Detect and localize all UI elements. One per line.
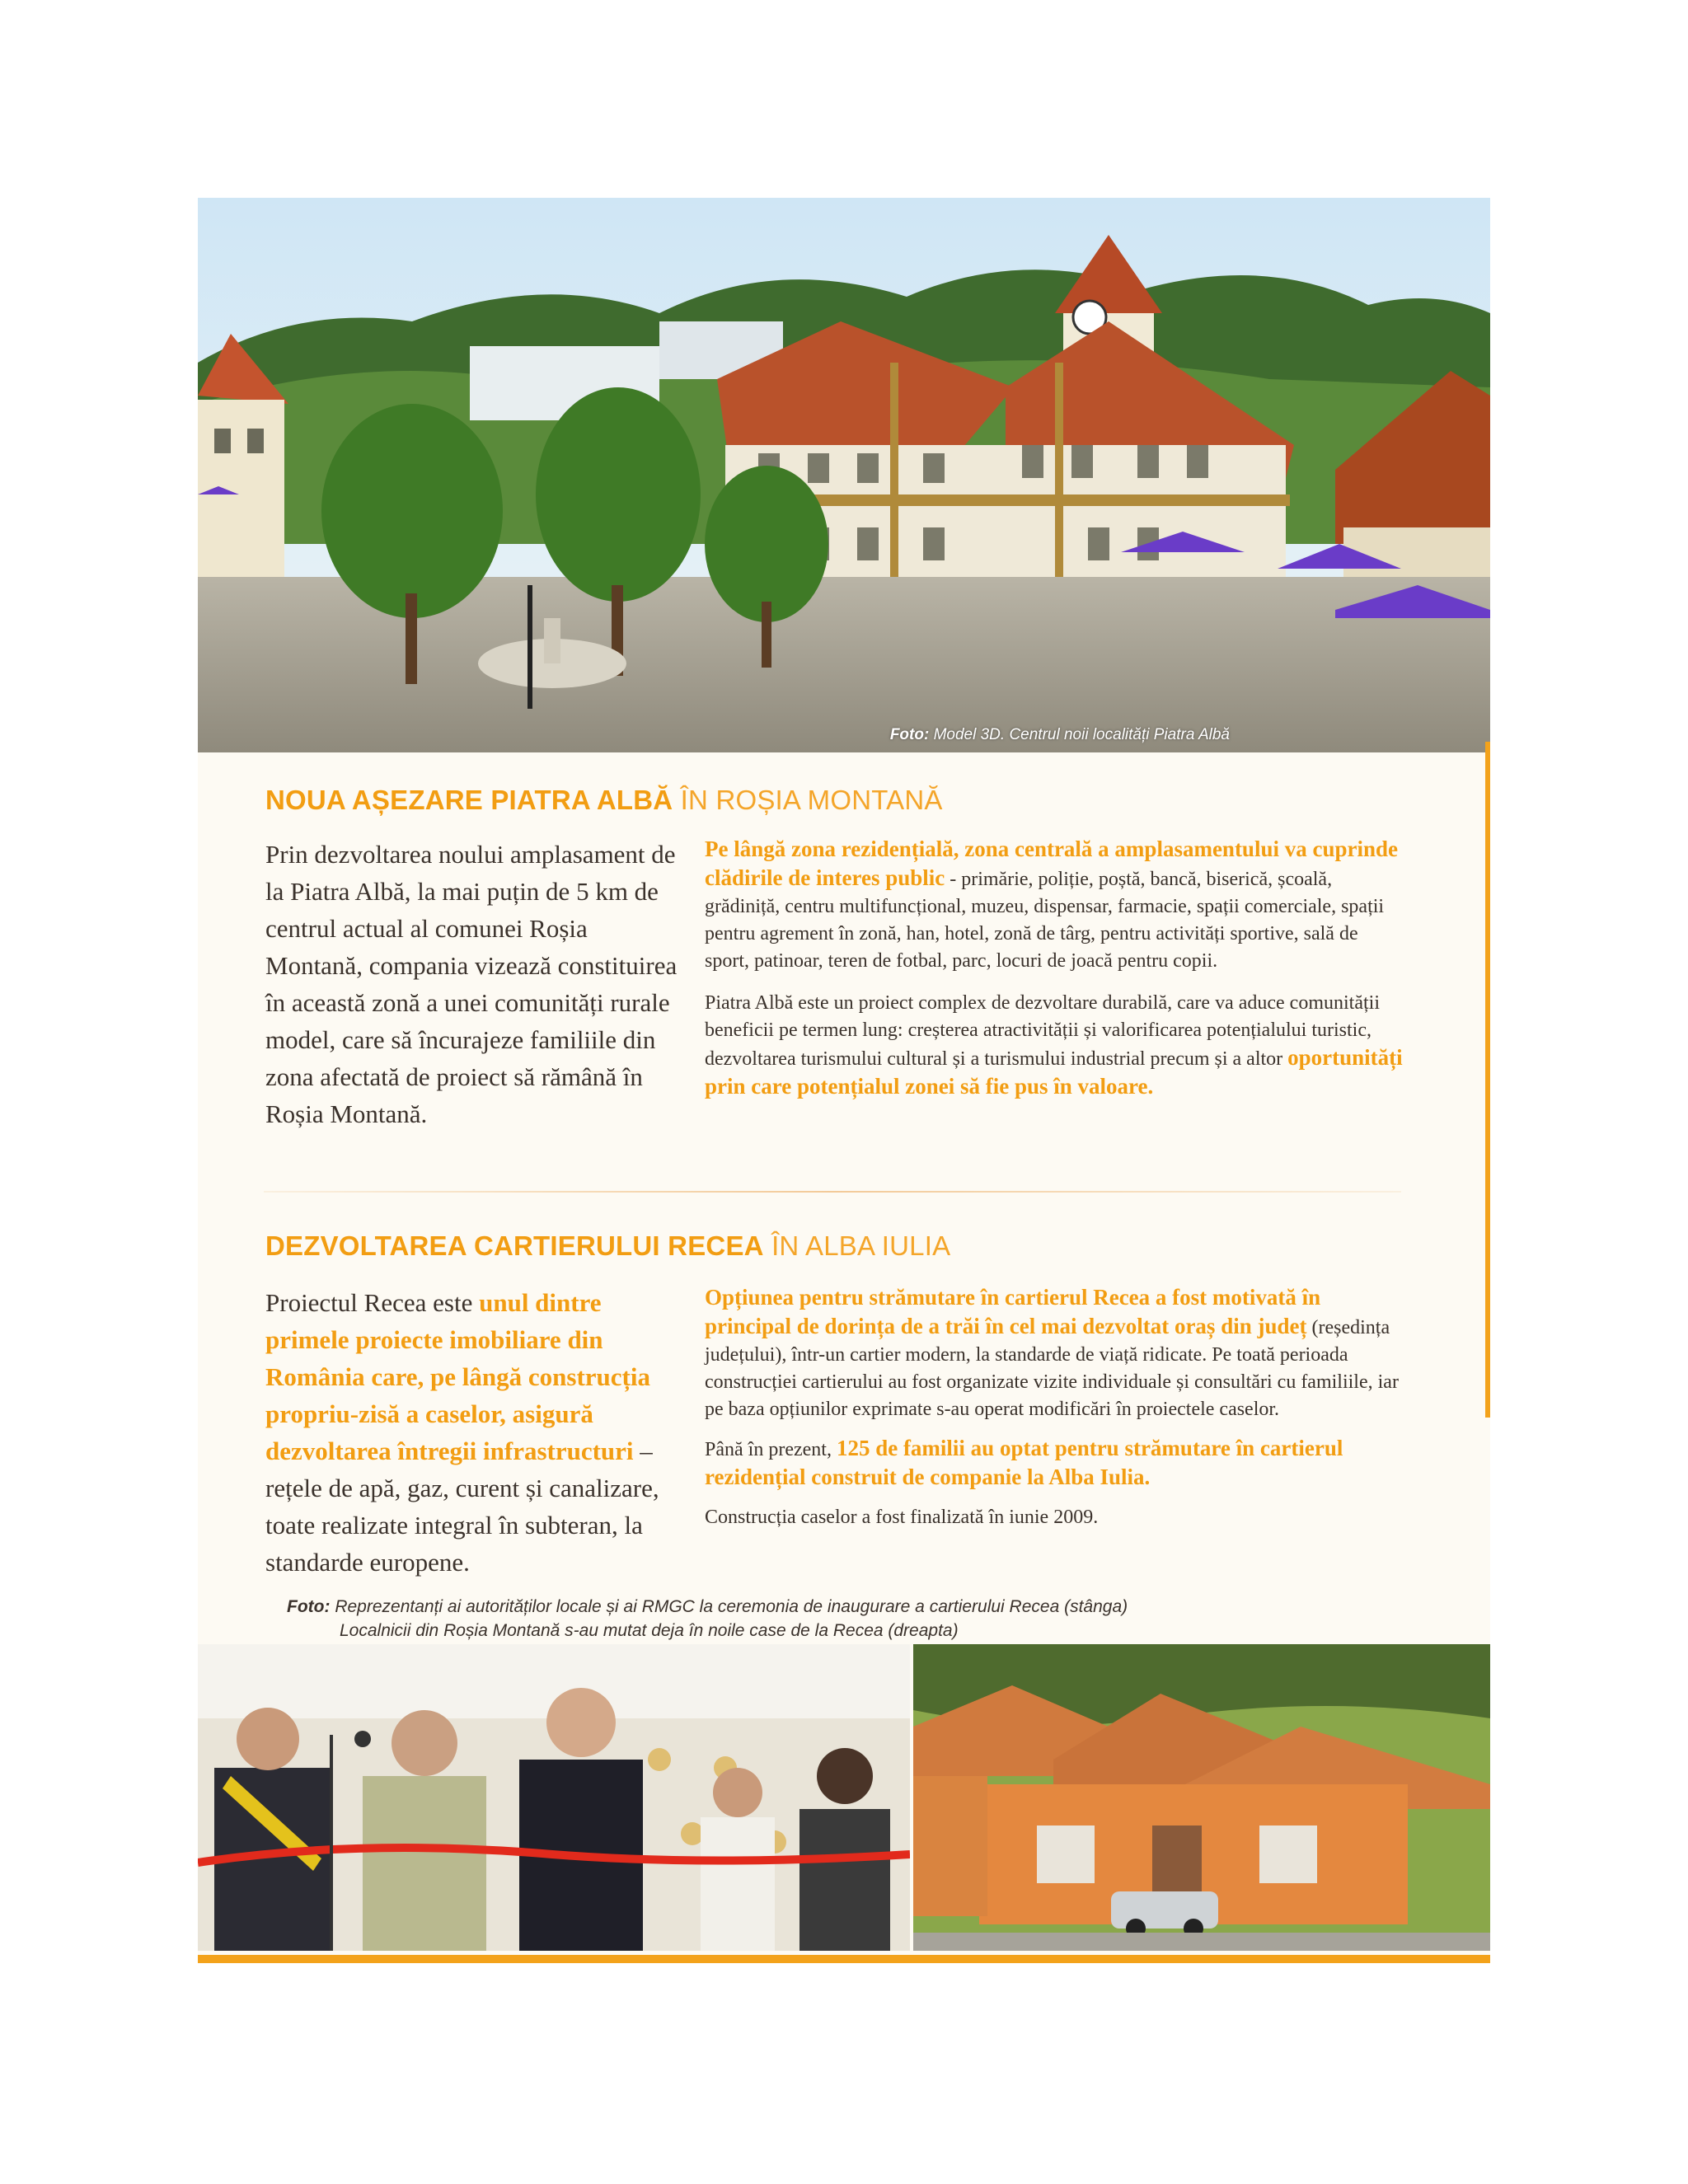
section-title-piatra-alba — [265, 785, 943, 816]
section2-paragraph-2 — [705, 1435, 1409, 1493]
section2-p1-highlight: Opțiunea pentru strămutare în cartierul Recea a fost motivată în principal de dorința de a trăi în cel mai dezvoltat oraș din județ — [705, 1285, 1321, 1338]
section-title-rest: ÎN ALBA IULIA — [771, 1230, 951, 1261]
orange-edge-right — [1485, 742, 1490, 1418]
section1-p2-text: Piatra Albă este un proiect complex de dezvoltare durabilă, care va aduce comunității beneficii pe termen lung: creșterea atractivității și valorificarea potențialului turistic, dezvoltarea turismului cultural și a turismului industrial precum și a altor — [705, 992, 1380, 1070]
section2-lead-text — [265, 1284, 686, 1581]
section1-p1-highlight: Pe lângă zona rezidențială, zona centrală a amplasamentului va cuprinde clădirile de interes public — [705, 837, 1398, 890]
section2-p2-highlight: 125 de familii au optat pentru strămutare în cartierul rezidențial construit de companie la Alba Iulia. — [705, 1436, 1343, 1489]
bottom-photos-caption — [287, 1595, 1358, 1643]
village-render — [198, 198, 1490, 752]
section2-p1-text: (reședința județului), într-un cartier modern, la standarde de viață ridicate. Pe toată perioada construcției cartierului au fost organizate vizite individuale și consultări cu familiile, iar pe baza opțiunilor exprimate s-au operat modificări în proiectele caselor. — [705, 1317, 1399, 1420]
hero-caption-text: Model 3D. Centrul noii localități Piatra Albă — [933, 726, 1230, 743]
hero-caption-label: Foto: — [889, 726, 930, 743]
section-divider — [264, 1191, 1401, 1193]
section2-paragraph-3: Construcția caselor a fost finalizată în iunie 2009. — [705, 1507, 1099, 1528]
section2-lead-highlight: unul dintre primele proiecte imobiliare din România care, pe lângă construcția propriu-zisă a caselor, asigură dezvoltarea întregii infrastructuri — [265, 1288, 650, 1465]
photos-caption-line-2: Localnicii din Roșia Montană s-au mutat deja în noile case de la Recea (dreapta) — [340, 1621, 959, 1640]
section2-lead-start: Proiectul Recea este — [265, 1288, 480, 1317]
section1-lead-text: Prin dezvoltarea noului amplasament de la Piatra Albă, la mai puțin de 5 km de centrul actual al comunei Roșia Montană, compania vizează constituirea în această zonă a unei comunități rurale model, care să încurajeze familiile din zona afectată de proiect să rămână în Roșia Montană. — [265, 840, 678, 1128]
section2-lead-end: – rețele de apă, gaz, curent și canalizare, toate realizate integral în subteran, la standarde europene. — [265, 1436, 659, 1577]
section1-paragraph-1 — [705, 836, 1405, 975]
photo-recea-inauguration — [198, 1644, 910, 1951]
photo-recea-new-houses — [913, 1644, 1490, 1951]
section1-paragraph-2 — [705, 990, 1405, 1102]
section2-body — [705, 1284, 1409, 1546]
section-title-highlight: DEZVOLTAREA CARTIERULUI RECEA — [265, 1230, 764, 1261]
photos-caption-label: Foto: — [287, 1597, 331, 1616]
section-title-highlight: NOUA AȘEZARE PIATRA ALBĂ — [265, 785, 673, 815]
brochure-page — [198, 198, 1490, 1963]
section-title-rest: ÎN ROȘIA MONTANĂ — [680, 785, 943, 815]
section1-p1-text: - primărie, poliție, poștă, bancă, biserică, școală, grădiniță, centru multifuncțional, muzeu, dispensar, farmacie, spații comerciale, spații pentru agrement în zonă, han, hotel, zonă de târg, pentru activități sportive, sală de sport, patinoar, teren de fotbal, parc, locuri de joacă pentru copii. — [705, 869, 1385, 972]
section-title-recea — [265, 1230, 950, 1262]
ribbon-cutting-photo — [198, 1644, 910, 1951]
section1-p2-highlight: oportunități prin care potențialul zonei să fie pus în valoare. — [705, 1045, 1403, 1099]
section1-body — [705, 836, 1405, 1117]
recea-houses-photo — [913, 1644, 1490, 1951]
section2-p2-text: Până în prezent, — [705, 1439, 837, 1460]
hero-photo-caption — [890, 726, 1230, 744]
photos-caption-line-1: Reprezentanți ai autorităților locale și ai RMGC la ceremonia de inaugurare a cartierului Recea (stânga) — [335, 1597, 1128, 1616]
hero-image-piatra-alba-model — [198, 198, 1490, 752]
orange-edge-bottom — [198, 1955, 1490, 1963]
section2-paragraph-1 — [705, 1284, 1409, 1423]
